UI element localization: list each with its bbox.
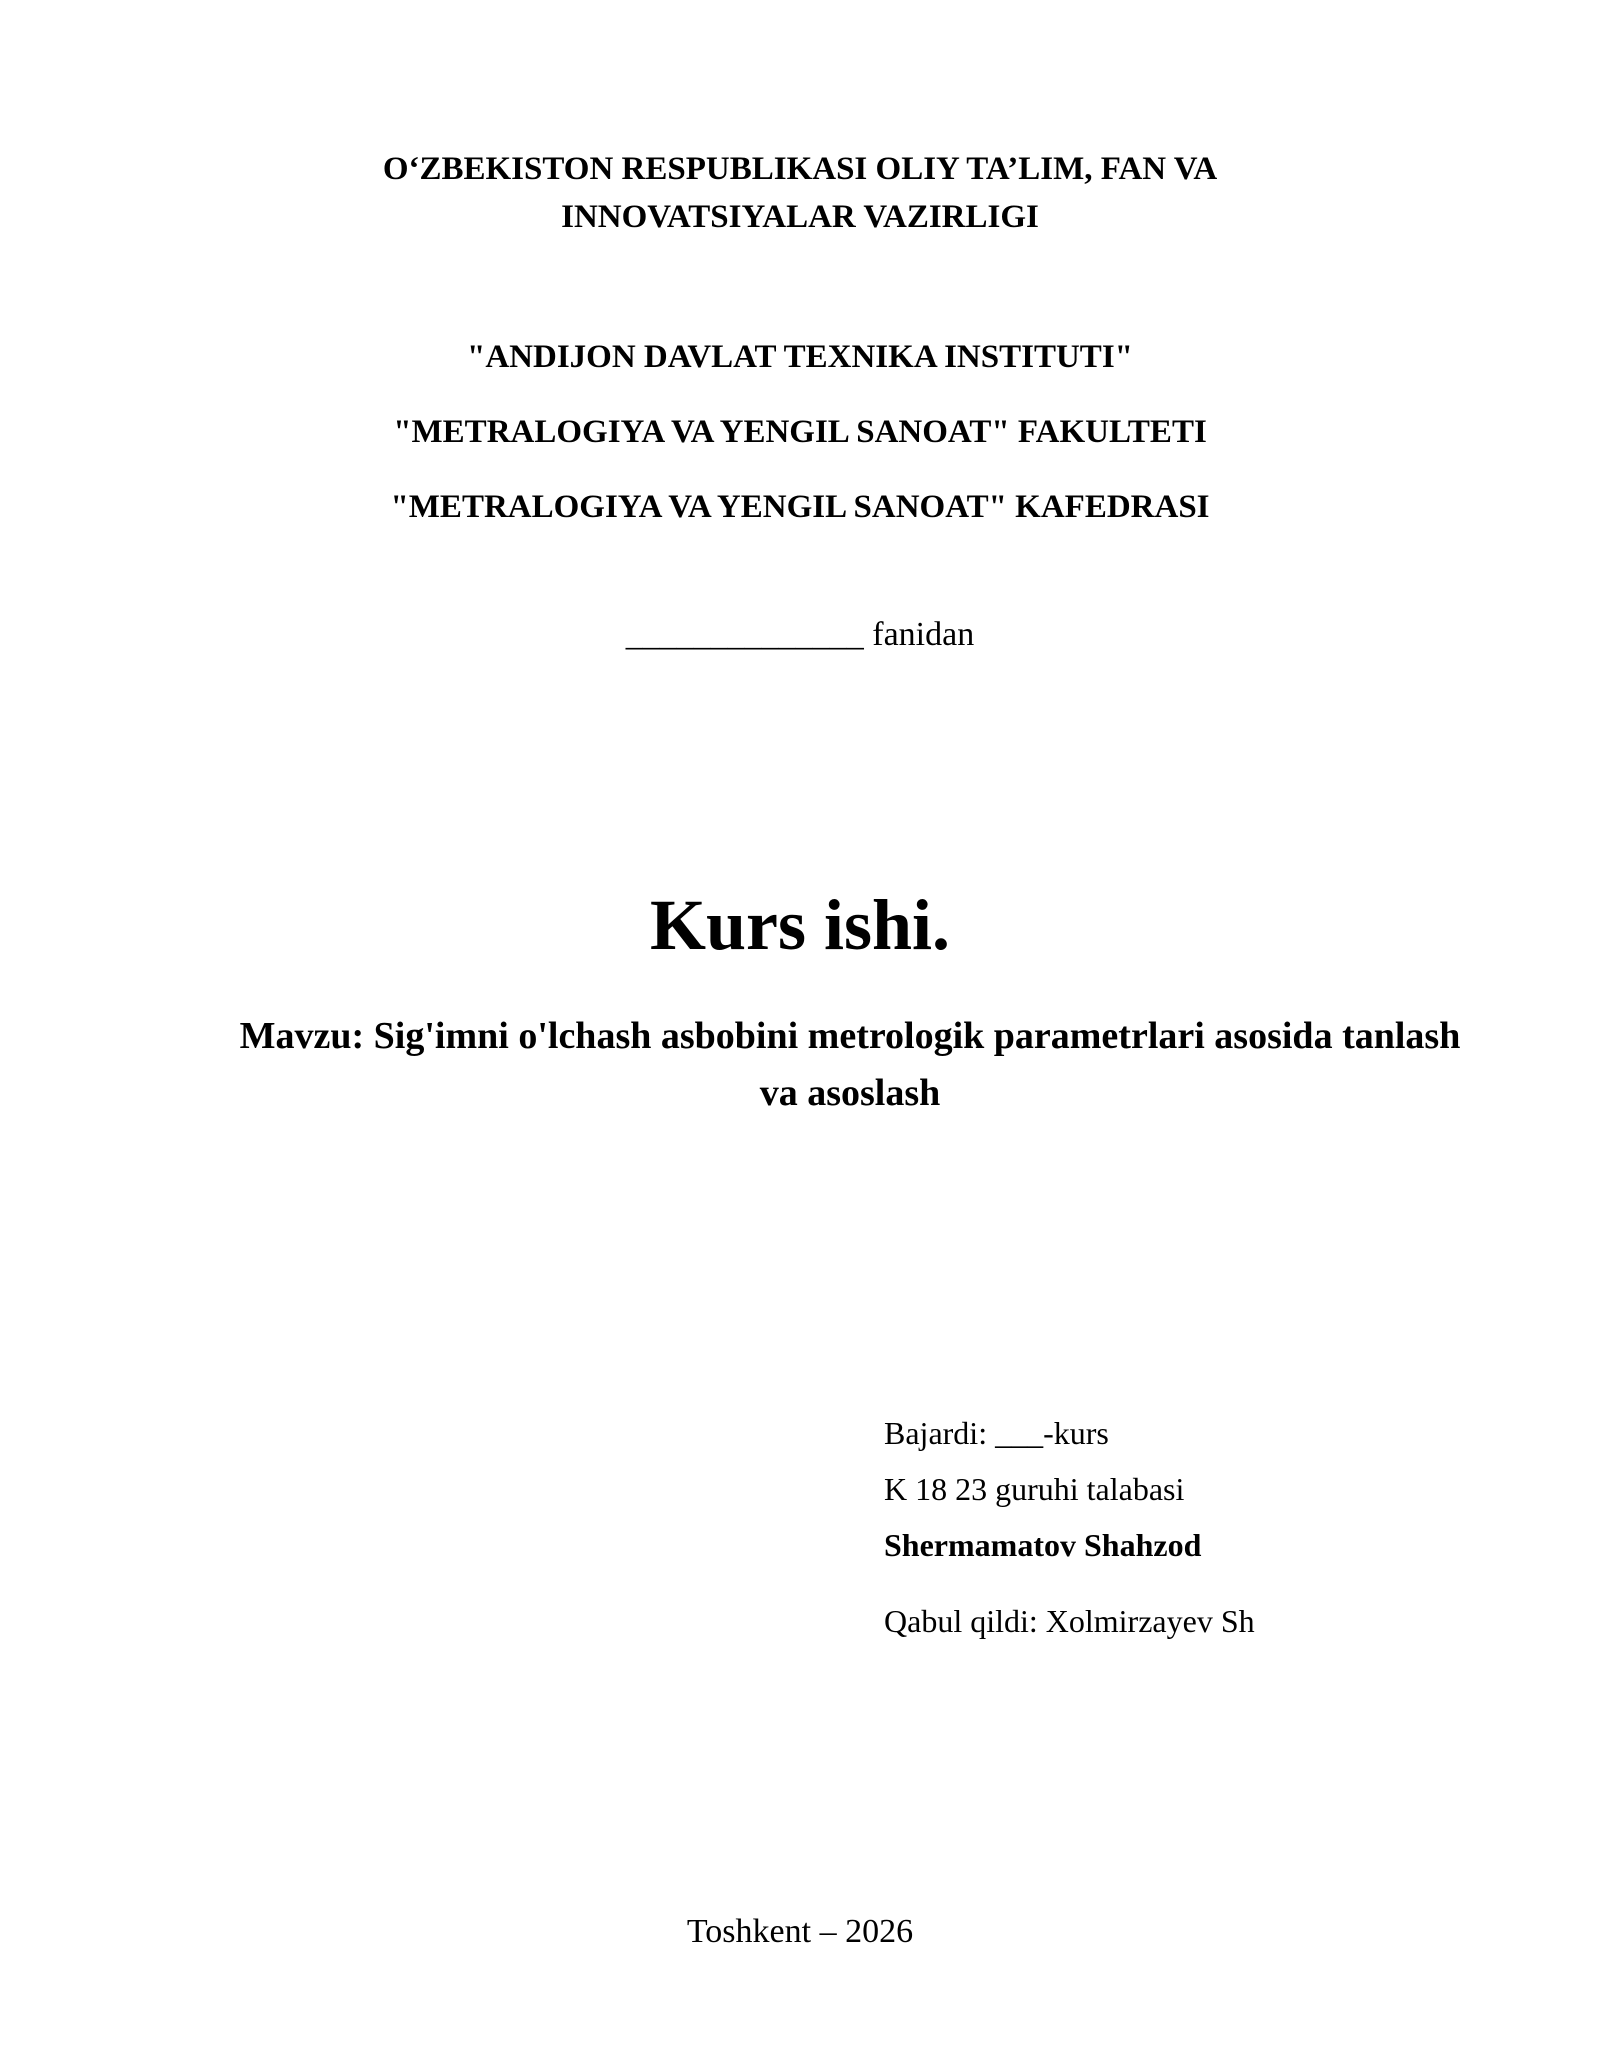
ministry-heading <box>0 145 1600 241</box>
document-title: Kurs ishi. <box>649 885 951 965</box>
faculty-name: "METRALOGIYA VA YENGIL SANOAT" FAKULTETI <box>393 414 1207 450</box>
group-line: K 18 23 guruhi talabasi <box>884 1471 1185 1507</box>
subject-line: ______________ fanidan <box>625 616 975 653</box>
city-year-footer: Toshkent – 2026 <box>686 1913 914 1950</box>
institute-name: "ANDIJON DAVLAT TEXNIKA INSTITUTI" <box>467 339 1133 375</box>
ministry-line-2: INNOVATSIYALAR VAZIRLIGI <box>561 199 1039 235</box>
author-info-block <box>884 1405 1534 1649</box>
student-name: Shermamatov Shahzod <box>884 1527 1202 1563</box>
accepted-by-line: Qabul qildi: Xolmirzayev Sh <box>884 1603 1255 1639</box>
performed-by-line: Bajardi: ___-kurs <box>884 1415 1109 1451</box>
ministry-line-1: O‘ZBEKISTON RESPUBLIKASI OLIY TA’LIM, FAN VA <box>382 151 1218 187</box>
topic-heading: Mavzu: Sig'imni o'lchash asbobini metrologik parametrlari asosida tanlash va asoslash <box>239 1015 1461 1114</box>
department-name: "METRALOGIYA VA YENGIL SANOAT" KAFEDRASI <box>390 489 1210 525</box>
